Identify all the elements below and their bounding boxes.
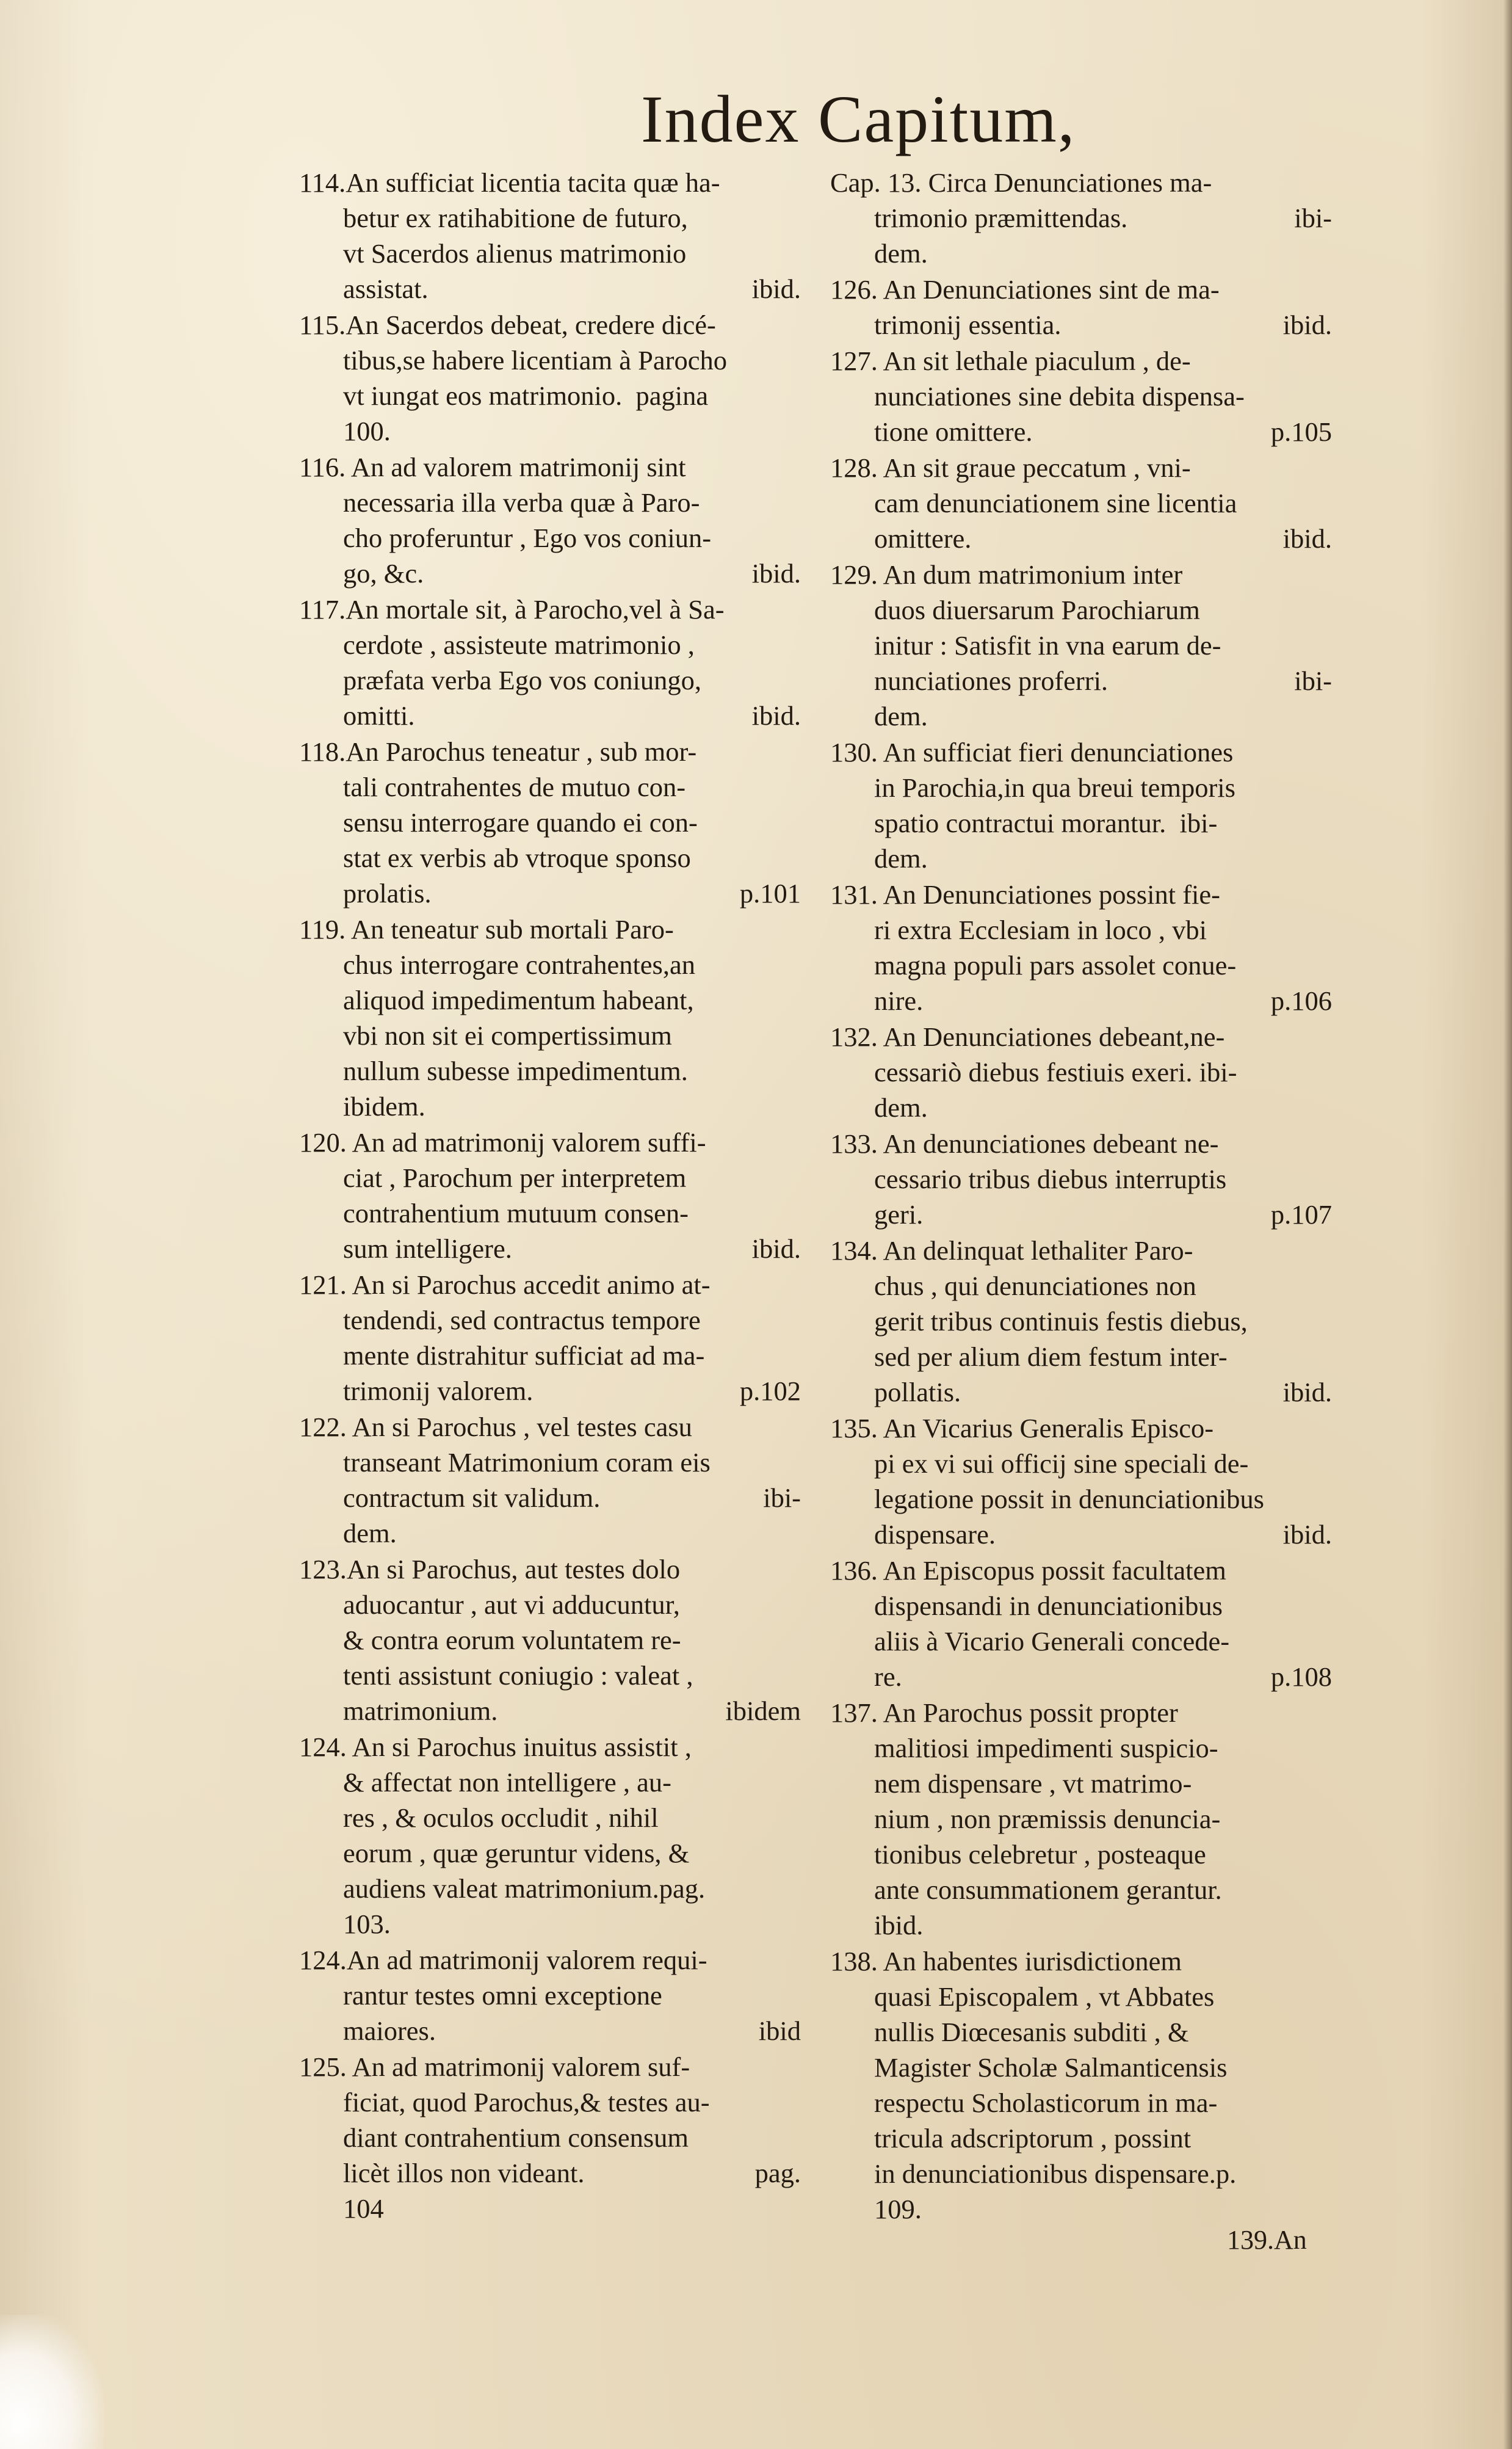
entry-line: nullis Diœcesanis subditi , & bbox=[874, 2017, 1189, 2047]
right-column bbox=[830, 165, 1332, 2227]
entry-line: 116. An ad valorem matrimonij sint bbox=[299, 452, 686, 482]
entry-line: 132. An Denunciationes debeant,ne- bbox=[830, 1021, 1225, 1052]
index-entry bbox=[299, 912, 801, 1124]
entry-line: dispensandi in denunciationibus bbox=[874, 1591, 1223, 1621]
entry-line: trimonio præmittendas. ibi- bbox=[874, 203, 1332, 233]
entry-line: nium , non præmissis denuncia- bbox=[874, 1804, 1221, 1834]
entry-line: necessaria illa verba quæ à Paro- bbox=[343, 487, 700, 518]
index-entry bbox=[830, 272, 1332, 343]
entry-line: aliis à Vicario Generali concede- bbox=[874, 1626, 1230, 1656]
entry-line: pollatis. ibid. bbox=[874, 1377, 1332, 1407]
entry-line: cam denunciationem sine licentia bbox=[874, 488, 1237, 518]
entry-line: 138. An habentes iurisdictionem bbox=[830, 1946, 1182, 1976]
page-edge-shadow bbox=[1503, 0, 1512, 2449]
entry-line: respectu Scholasticorum in ma- bbox=[874, 2088, 1218, 2118]
entry-line: contrahentium mutuum consen- bbox=[343, 1198, 689, 1228]
entry-line: magna populi pars assolet conue- bbox=[874, 950, 1237, 981]
entry-line: pi ex vi sui officij sine speciali de- bbox=[874, 1448, 1249, 1479]
entry-line: omittere. ibid. bbox=[874, 523, 1332, 554]
entry-line: 122. An si Parochus , vel testes casu bbox=[299, 1412, 692, 1442]
index-entry bbox=[299, 1942, 801, 2048]
index-entry bbox=[299, 1729, 801, 1942]
index-entry bbox=[830, 165, 1332, 271]
entry-line: cessario tribus diebus interruptis bbox=[874, 1164, 1227, 1194]
index-entry bbox=[830, 877, 1332, 1018]
entry-line: tionibus celebretur , posteaque bbox=[874, 1839, 1206, 1870]
entry-line: 130. An sufficiat fieri denunciationes bbox=[830, 737, 1234, 767]
entry-line: nire. p.106 bbox=[874, 985, 1332, 1016]
page-title: Index Capitum, bbox=[641, 82, 1076, 156]
entry-line: aduocantur , aut vi adducuntur, bbox=[343, 1589, 680, 1620]
entry-line: stat ex verbis ab vtroque sponso bbox=[343, 843, 691, 873]
index-entry bbox=[299, 1267, 801, 1409]
entry-line: res , & oculos occludit , nihil bbox=[343, 1802, 659, 1833]
entry-line: dem. bbox=[874, 843, 928, 874]
index-entry bbox=[830, 1943, 1332, 2227]
entry-line: sensu interrogare quando ei con- bbox=[343, 807, 698, 838]
entry-line: geri. p.107 bbox=[874, 1199, 1332, 1230]
entry-line: 131. An Denunciationes possint fie- bbox=[830, 879, 1220, 910]
entry-line: vbi non sit ei compertissimum bbox=[343, 1020, 672, 1051]
entry-line: 100. bbox=[343, 416, 391, 446]
entry-line: tione omittere. p.105 bbox=[874, 416, 1332, 447]
entry-line: 123.An si Parochus, aut testes dolo bbox=[299, 1554, 681, 1584]
entry-line: 126. An Denunciationes sint de ma- bbox=[830, 274, 1220, 305]
entry-line: 127. An sit lethale piaculum , de- bbox=[830, 346, 1191, 376]
entry-line: quasi Episcopalem , vt Abbates bbox=[874, 1981, 1215, 2012]
entry-line: 136. An Episcopus possit facultatem bbox=[830, 1555, 1226, 1586]
entry-line: ante consummationem gerantur. bbox=[874, 1874, 1222, 1905]
entry-line: aliquod impedimentum habeant, bbox=[343, 985, 694, 1015]
entry-line: nem dispensare , vt matrimo- bbox=[874, 1768, 1192, 1799]
entry-line: duos diuersarum Parochiarum bbox=[874, 595, 1200, 625]
index-entry bbox=[299, 307, 801, 449]
index-entry bbox=[299, 734, 801, 911]
entry-line: vt iungat eos matrimonio. pagina bbox=[343, 380, 709, 411]
entry-line: eorum , quæ geruntur videns, & bbox=[343, 1838, 690, 1868]
paper-stain bbox=[0, 2315, 104, 2449]
entry-line: malitiosi impedimenti suspicio- bbox=[874, 1733, 1218, 1763]
entry-line: dem. bbox=[874, 701, 928, 731]
catchword: 139.An bbox=[1227, 2225, 1307, 2255]
entry-line: 134. An delinquat lethaliter Paro- bbox=[830, 1235, 1193, 1266]
entry-line: & contra eorum voluntatem re- bbox=[343, 1625, 681, 1655]
entry-line: 137. An Parochus possit propter bbox=[830, 1697, 1178, 1728]
index-entry bbox=[299, 165, 801, 307]
index-entry bbox=[830, 735, 1332, 876]
entry-line: betur ex ratihabitione de futuro, bbox=[343, 203, 688, 233]
index-entry bbox=[299, 1409, 801, 1551]
entry-line: 135. An Vicarius Generalis Episco- bbox=[830, 1413, 1214, 1443]
entry-line: in Parochia,in qua breui temporis bbox=[874, 772, 1235, 803]
entry-line: cho proferuntur , Ego vos coniun- bbox=[343, 523, 712, 553]
entry-line: 124. An si Parochus inuitus assistit , bbox=[299, 1732, 692, 1762]
entry-line: diant contrahentium consensum bbox=[343, 2122, 689, 2153]
index-entry bbox=[830, 1126, 1332, 1232]
entry-line: ficiat, quod Parochus,& testes au- bbox=[343, 2087, 710, 2117]
entry-line: ibidem. bbox=[343, 1091, 425, 1122]
entry-line: 119. An teneatur sub mortali Paro- bbox=[299, 914, 674, 945]
entry-line: 117.An mortale sit, à Parocho,vel à Sa- bbox=[299, 594, 725, 625]
entry-line: mente distrahitur sufficiat ad ma- bbox=[343, 1340, 705, 1371]
entry-line: 125. An ad matrimonij valorem suf- bbox=[299, 2052, 690, 2082]
entry-line: dem. bbox=[874, 1092, 928, 1123]
entry-line: contractum sit validum. ibi- bbox=[343, 1482, 801, 1513]
entry-line: & affectat non intelligere , au- bbox=[343, 1767, 671, 1798]
entry-line: 129. An dum matrimonium inter bbox=[830, 559, 1183, 590]
index-entry bbox=[299, 2049, 801, 2226]
entry-line: ciat , Parochum per interpretem bbox=[343, 1163, 687, 1193]
entry-line: rantur testes omni exceptione bbox=[343, 1980, 662, 2011]
entry-line: chus , qui denunciationes non bbox=[874, 1271, 1196, 1301]
entry-line: 118.An Parochus teneatur , sub mor- bbox=[299, 736, 697, 767]
entry-line: 120. An ad matrimonij valorem suffi- bbox=[299, 1127, 706, 1158]
entry-line: ibid. bbox=[874, 1910, 924, 1940]
entry-line: legatione possit in denunciationibus bbox=[874, 1484, 1264, 1514]
entry-line: ri extra Ecclesiam in loco , vbi bbox=[874, 915, 1207, 945]
entry-line: dem. bbox=[343, 1518, 397, 1548]
entry-line: 115.An Sacerdos debeat, credere dicé- bbox=[299, 310, 716, 340]
entry-line: nullum subesse impedimentum. bbox=[343, 1056, 688, 1086]
entry-line: 133. An denunciationes debeant ne- bbox=[830, 1128, 1219, 1159]
index-entry bbox=[299, 592, 801, 733]
entry-line: chus interrogare contrahentes,an bbox=[343, 949, 696, 980]
entry-line: trimonij valorem. p.102 bbox=[343, 1376, 801, 1406]
entry-line: prolatis. p.101 bbox=[343, 878, 801, 909]
entry-line: licèt illos non videant. pag. bbox=[343, 2158, 801, 2188]
entry-line: initur : Satisfit in vna earum de- bbox=[874, 630, 1221, 661]
entry-line: dem. bbox=[874, 238, 928, 269]
entry-line: 121. An si Parochus accedit animo at- bbox=[299, 1269, 711, 1300]
entry-line: trimonij essentia. ibid. bbox=[874, 310, 1332, 340]
entry-line: vt Sacerdos alienus matrimonio bbox=[343, 238, 687, 269]
entry-line: spatio contractui morantur. ibi- bbox=[874, 808, 1218, 838]
entry-line: cerdote , assisteute matrimonio , bbox=[343, 629, 695, 660]
index-entry bbox=[830, 1695, 1332, 1943]
index-entry bbox=[830, 557, 1332, 734]
index-entry bbox=[830, 1553, 1332, 1694]
entry-line: nunciationes sine debita dispensa- bbox=[874, 381, 1245, 412]
entry-line: sum intelligere. ibid. bbox=[343, 1233, 801, 1264]
index-entry bbox=[299, 449, 801, 591]
entry-line: sed per alium diem festum inter- bbox=[874, 1341, 1228, 1372]
index-entry bbox=[830, 450, 1332, 556]
entry-line: audiens valeat matrimonium.pag. bbox=[343, 1873, 706, 1904]
entry-line: 114.An sufficiat licentia tacita quæ ha- bbox=[299, 167, 720, 198]
entry-line: gerit tribus continuis festis diebus, bbox=[874, 1306, 1248, 1337]
entry-line: præfata verba Ego vos coniungo, bbox=[343, 665, 701, 695]
entry-line: 104 bbox=[343, 2193, 384, 2224]
entry-line: 124.An ad matrimonij valorem requi- bbox=[299, 1945, 707, 1975]
entry-line: cessariò diebus festiuis exeri. ibi- bbox=[874, 1057, 1237, 1087]
left-column bbox=[299, 165, 801, 2227]
index-entry bbox=[299, 1551, 801, 1729]
entry-line: tendendi, sed contractus tempore bbox=[343, 1305, 701, 1335]
entry-line: in denunciationibus dispensare.p. bbox=[874, 2158, 1237, 2189]
entry-line: 128. An sit graue peccatum , vni- bbox=[830, 452, 1191, 483]
entry-line: tricula adscriptorum , possint bbox=[874, 2123, 1192, 2153]
entry-line: 109. bbox=[874, 2194, 922, 2224]
entry-line: transeant Matrimonium coram eis bbox=[343, 1447, 711, 1478]
index-entry bbox=[830, 1019, 1332, 1125]
index-entry bbox=[830, 1233, 1332, 1410]
entry-line: tenti assistunt coniugio : valeat , bbox=[343, 1660, 693, 1691]
index-entry bbox=[830, 343, 1332, 449]
entry-line: maiores. ibid bbox=[343, 2015, 801, 2046]
entry-line: Magister Scholæ Salmanticensis bbox=[874, 2052, 1228, 2083]
entry-line: omitti. ibid. bbox=[343, 700, 801, 731]
entry-line: dispensare. ibid. bbox=[874, 1519, 1332, 1550]
entry-line: matrimonium. ibidem bbox=[343, 1696, 801, 1726]
index-entry bbox=[830, 1410, 1332, 1552]
entry-line: re. p.108 bbox=[874, 1661, 1332, 1692]
entry-line: Cap. 13. Circa Denunciationes ma- bbox=[830, 167, 1212, 198]
entry-line: assistat. ibid. bbox=[343, 274, 801, 304]
entry-line: nunciationes proferri. ibi- bbox=[874, 666, 1332, 696]
entry-line: tibus,se habere licentiam à Parocho bbox=[343, 345, 727, 376]
index-entry bbox=[299, 1125, 801, 1266]
entry-line: 103. bbox=[343, 1909, 391, 1939]
entry-line: tali contrahentes de mutuo con- bbox=[343, 772, 686, 802]
entry-line: go, &c. ibid. bbox=[343, 558, 801, 589]
